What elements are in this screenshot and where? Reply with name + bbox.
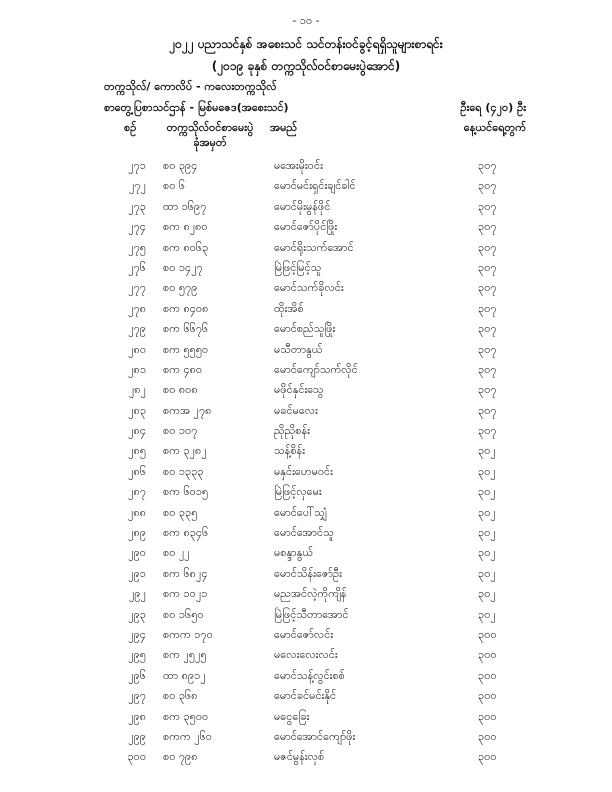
table-row xyxy=(0,421,612,441)
row-number: ၂၈၄ xyxy=(128,424,146,438)
row-number: ၂၈၇ xyxy=(128,485,146,499)
student-name: မဇင်မွန်းလှစ် xyxy=(274,750,325,764)
table-row xyxy=(0,441,612,461)
term-count: ၃၀၇ xyxy=(478,403,497,417)
term-count: ၃၀၀ xyxy=(478,648,497,662)
roll-number: စက ၆၈၂၄ xyxy=(163,566,208,580)
roll-number: စ၀ ၁၄၂၇ xyxy=(163,260,203,274)
student-name: မောင်ရိုးသက်အောင် xyxy=(274,240,354,254)
student-name: မငွေခြေး xyxy=(274,709,310,723)
term-count: ၃၀၂ xyxy=(478,464,496,478)
row-number: ၂၇၆ xyxy=(128,260,146,274)
roll-number: စဝ ၁၀၇ xyxy=(163,424,198,438)
student-name: မလေးလေးလင်း xyxy=(274,648,338,662)
student-name: မောင်စည်သူဖြိုး xyxy=(274,322,336,336)
term-count: ၃၀၇ xyxy=(478,342,497,356)
table-row xyxy=(0,380,612,400)
row-number: ၂၈၈ xyxy=(128,505,146,519)
student-name: မောင်ဇော်လင်း xyxy=(274,627,334,641)
term-count: ၃၀၀ xyxy=(478,668,497,682)
column-header-no: စဉ် xyxy=(124,121,137,134)
term-count: ၃၀၇ xyxy=(478,199,497,213)
table-row xyxy=(0,197,612,217)
term-count: ၃၀၇ xyxy=(478,362,497,376)
column-header-roll-line1: တက္ကသိုလ်ဝင်စာမေးပွဲ xyxy=(166,121,254,134)
student-name: မအေးမိုးဝင်း xyxy=(274,159,323,172)
row-number: ၂၇၂ xyxy=(129,179,146,193)
table-row xyxy=(0,686,612,706)
student-name: ညိုညိုစန်း xyxy=(274,424,310,438)
table-row xyxy=(0,156,612,176)
term-count: ၃၀၀ xyxy=(478,750,497,764)
student-name: မောင်အောင်သူ xyxy=(274,526,334,540)
term-count: ၃၀၀ xyxy=(478,627,497,641)
row-number: ၂၉၆ xyxy=(128,668,146,682)
student-name: မောင်ကျော်သက်လိုင် xyxy=(274,362,358,376)
row-number: ၂၉၄ xyxy=(128,627,146,641)
table-row xyxy=(0,299,612,319)
term-count: ၃၀၇ xyxy=(478,281,497,295)
table-row xyxy=(0,258,612,278)
roll-number: စက ၈၀၆၃ xyxy=(163,240,209,254)
student-name: မဖိုင်နှင်းသွေ xyxy=(274,383,324,397)
roll-number: စက ၂၅၂၅ xyxy=(163,648,207,662)
term-count: ၃၀၂ xyxy=(478,546,496,560)
student-list xyxy=(0,156,612,768)
student-name: မောင်ပေါ်သျှံ xyxy=(274,505,327,519)
student-name: မြဲဖြင့်မြင့်သူ xyxy=(274,260,322,274)
term-count: ၃၀၀ xyxy=(478,729,497,743)
student-name: ထိုးအိစ် xyxy=(274,301,304,315)
term-count: ၃၀၇ xyxy=(478,301,497,315)
student-name: မြဲဖြင့်လှမေး xyxy=(274,485,322,499)
student-name: မြဲဖြင့်သီတာအောင် xyxy=(274,607,349,621)
row-number: ၂၇၅ xyxy=(128,240,146,254)
column-header-name: အမည် xyxy=(270,121,298,134)
term-count: ၃၀၂ xyxy=(478,485,496,499)
row-number: ၂၈၁ xyxy=(128,362,146,376)
table-row xyxy=(0,482,612,502)
term-count: ၃၀၀ xyxy=(478,709,497,723)
term-count: ၃၀၇ xyxy=(478,322,497,336)
student-name: မစန္ဒာနွယ် xyxy=(274,546,314,560)
student-name: မညအင်လဲ့ကိုကျိန် xyxy=(274,587,347,601)
table-row xyxy=(0,645,612,665)
table-row xyxy=(0,564,612,584)
roll-number: စက ၆၆၇၆ xyxy=(163,322,209,336)
roll-number: စ၀ ၃၉၄ xyxy=(163,159,198,172)
student-name: မသီတာနွယ် xyxy=(274,342,323,356)
term-count: ၃၀၂ xyxy=(478,566,496,580)
group-label: တက္ကသိုလ်/ ကောလိပ် - ကလေးတက္ကသိုလ် xyxy=(104,80,277,93)
student-name: မောင်ခင်မင်းနိုင် xyxy=(274,689,337,703)
row-number: ၂၇၉ xyxy=(128,322,146,336)
row-number: ၂၈၆ xyxy=(128,464,146,478)
row-number: ၂၉၃ xyxy=(128,607,146,621)
student-name: မောင်သန့်လွင်းစစ် xyxy=(274,668,345,682)
roll-number: စ၀ ၆ xyxy=(163,179,186,193)
page-number: - ၁၀ - xyxy=(292,14,320,27)
student-name: မခင်မလေး xyxy=(274,403,318,417)
roll-number: စ၀ ၃၆၈ xyxy=(163,689,198,703)
term-count: ၃၀၇ xyxy=(478,220,497,234)
exam-count-label: ဦးရေ (၄၂၀) ဦး xyxy=(460,101,526,114)
exam-center-label: စာတွေ့ပြစာသင်ဌာန် - မြစ်မဇေဒ(အစေးသင်) xyxy=(104,101,289,114)
table-row xyxy=(0,503,612,523)
row-number: ၂၇၁ xyxy=(128,159,146,172)
term-count: ၃၀၇ xyxy=(478,179,497,193)
student-name: မနှင်းဟေမဝင်း xyxy=(274,464,333,478)
roll-number: စ၀ ၅၇၉ xyxy=(163,281,198,295)
table-row xyxy=(0,625,612,645)
row-number: ၂၉၀ xyxy=(128,546,146,560)
roll-number: စ၀ ၇၉၈ xyxy=(163,750,198,764)
page-subtitle: (၂၀၁၉ ခုနှစ် တက္ကသိုလ်ဝင်စာမေးပွဲအောင်) xyxy=(211,59,401,73)
roll-number: စ၀ ၁၆၅၀ xyxy=(163,607,204,621)
student-name: မောင်မင်းရှင်းချင်ခါင် xyxy=(274,179,356,193)
roll-number: စက ၆၀၁၅ xyxy=(163,485,209,499)
table-row xyxy=(0,278,612,298)
roll-number: စက ၈၂၈၀ xyxy=(163,220,208,234)
roll-number: စက ၃၅၀၀ xyxy=(163,709,209,723)
student-name: မောင်သိန်းဇော်ဦး xyxy=(274,566,342,580)
row-number: ၂၈၃ xyxy=(128,403,146,417)
student-name: မောင်သက်ခိုလင်း xyxy=(274,281,344,295)
table-row xyxy=(0,176,612,196)
table-row xyxy=(0,707,612,727)
student-name: မောင်ဇော်ပိုင်ဖြိုး xyxy=(274,220,338,234)
roll-number: ထာ ၁၆၉၇ xyxy=(163,199,207,213)
term-count: ၃၀၇ xyxy=(478,260,497,274)
row-number: ၂၉၅ xyxy=(128,648,146,662)
row-number: ၂၉၈ xyxy=(128,709,146,723)
term-count: ၃၀၂ xyxy=(478,587,496,601)
table-row xyxy=(0,543,612,563)
term-count: ၃၀၇ xyxy=(478,240,497,254)
row-number: ၂၇၄ xyxy=(128,220,146,234)
table-row xyxy=(0,319,612,339)
roll-number: စက ၅၅၅၀ xyxy=(163,342,209,356)
roll-number: စ၀ ၃၃၅ xyxy=(163,505,198,519)
term-count: ၃၀၇ xyxy=(478,159,497,172)
roll-number: စက ၄၈၀ xyxy=(163,362,203,376)
term-count: ၃၀၂ xyxy=(478,607,496,621)
row-number: ၂၈၅ xyxy=(128,444,146,458)
row-number: ၂၇၇ xyxy=(128,281,146,295)
row-number: ၂၉၁ xyxy=(128,566,146,580)
table-row xyxy=(0,360,612,380)
roll-number: စ၀ ၂၂ xyxy=(163,546,190,560)
row-number: ၂၇၈ xyxy=(128,301,146,315)
table-row xyxy=(0,238,612,258)
term-count: ၃၀၂ xyxy=(478,505,496,519)
row-number: ၂၈၂ xyxy=(128,383,146,397)
roll-number: စက ၈၄၀၈ xyxy=(163,301,209,315)
roll-number: စက ၁၀၂၁ xyxy=(163,587,208,601)
page-title: ၂၀၂၂ ပညာသင်နှစ် အစေးသင် သင်တန်းဝင်ခွင့်ရရှိသူများစာရင်း xyxy=(169,37,443,51)
row-number: ၂၈၉ xyxy=(128,526,146,540)
term-count: ၃၀၀ xyxy=(478,689,497,703)
student-name: မောင်မိုးမွန်ဖိုင် xyxy=(274,199,331,213)
row-number: ၂၉၂ xyxy=(129,587,146,601)
roll-number: စ၀ ၈၀၈ xyxy=(163,383,198,397)
term-count: ၃၀၂ xyxy=(478,526,496,540)
student-name: မောင်အောင်ကျော်ဖိုး xyxy=(274,729,356,743)
table-row xyxy=(0,747,612,767)
roll-number: စ၀ ၁၃၃၃ xyxy=(163,464,204,478)
table-row xyxy=(0,462,612,482)
column-header-roll-line2: ခုံအမှတ် xyxy=(193,136,227,149)
column-header-term: နေ့ယင်ရေ့တွက် xyxy=(463,121,526,134)
table-row xyxy=(0,584,612,604)
roll-number: စက ၈၃၄၆ xyxy=(163,526,209,540)
roll-number: စက ၃၂၈၂ xyxy=(163,444,207,458)
student-name: သန့်စိန်း xyxy=(274,444,306,458)
roll-number: ထာ ၈၉၁၂ xyxy=(163,668,206,682)
row-number: ၂၉၉ xyxy=(128,729,146,743)
table-row xyxy=(0,523,612,543)
table-row xyxy=(0,666,612,686)
term-count: ၃၀၇ xyxy=(478,424,497,438)
term-count: ၃၀၂ xyxy=(478,444,496,458)
roll-number: စကအ ၂၇၈ xyxy=(163,403,212,417)
table-row xyxy=(0,217,612,237)
column-header-roll xyxy=(155,120,265,150)
table-row xyxy=(0,605,612,625)
term-count: ၃၀၇ xyxy=(478,383,497,397)
row-number: ၃၀၀ xyxy=(127,750,146,764)
table-row xyxy=(0,727,612,747)
table-row xyxy=(0,340,612,360)
table-row xyxy=(0,401,612,421)
row-number: ၂၈၀ xyxy=(128,342,146,356)
row-number: ၂၇၃ xyxy=(128,199,146,213)
roll-number: စကက ၂၆၀ xyxy=(163,729,212,743)
roll-number: စကက ၁၇၀ xyxy=(163,627,213,641)
row-number: ၂၉၇ xyxy=(128,689,146,703)
